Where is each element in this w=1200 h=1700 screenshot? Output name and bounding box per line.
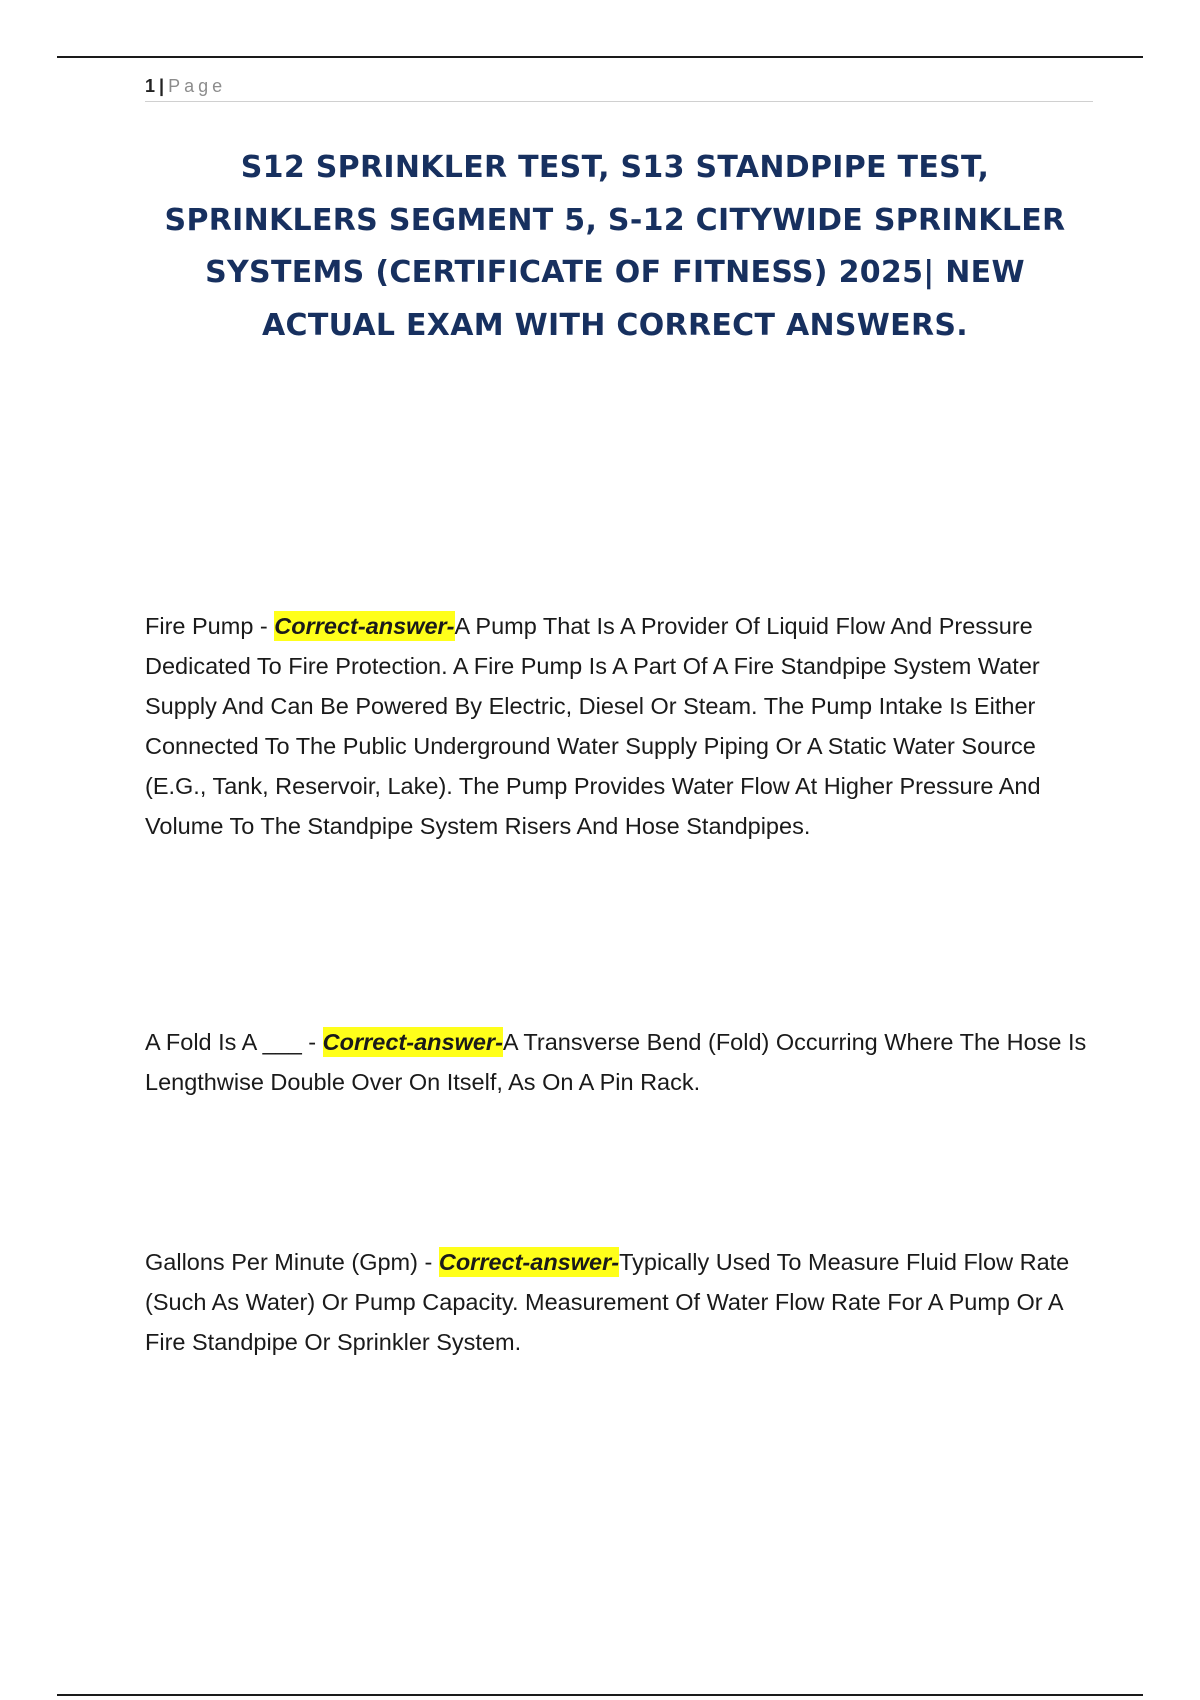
correct-answer-marker: Correct-answer-	[322, 1029, 503, 1055]
qa-question: Gallons Per Minute (Gpm) -	[145, 1249, 439, 1275]
page-number: 1	[145, 76, 156, 96]
qa-answer: Typically Used To Measure Fluid Flow Rate (Such As Water) Or Pump Capacity. Measurement Of Water Flow Rate For A Pump Or A Fire Standpipe Or Sprinkler System.	[145, 1249, 1070, 1355]
qa-answer: A Transverse Bend (Fold) Occurring Where The Hose Is Lengthwise Double Over On Itself, As On A Pin Rack.	[145, 1029, 1087, 1095]
document-title: S12 SPRINKLER TEST, S13 STANDPIPE TEST, SPRINKLERS SEGMENT 5, S-12 CITYWIDE SPRINKLER SYSTEMS (CERTIFICATE OF FITNESS) 2025| NEW ACTUAL EXAM WITH CORRECT ANSWERS.	[164, 150, 1066, 343]
qa-item-fold	[145, 1022, 1090, 1102]
page-header	[145, 73, 1093, 102]
page-label: Page	[168, 76, 227, 96]
correct-answer-marker: Correct-answer-	[274, 613, 455, 639]
page-separator: |	[159, 76, 165, 96]
qa-item-gpm	[145, 1242, 1090, 1362]
correct-answer-marker: Correct-answer-	[438, 1249, 620, 1275]
qa-item-fire-pump	[145, 606, 1090, 846]
qa-answer: A Pump That Is A Provider Of Liquid Flow And Pressure Dedicated To Fire Protection. A Fire Pump Is A Part Of A Fire Standpipe System Water Supply And Can Be Powered By Electric, Diesel Or Steam. The Pump Intake Is Either Connected To The Public Underground Water Supply Piping Or A Static Water Source (E.G., Tank, Reservoir, Lake). The Pump Provides Water Flow At Higher Pressure And Volume To The Standpipe System Risers And Hose Standpipes.	[145, 613, 1041, 839]
bottom-rule	[57, 1694, 1143, 1696]
qa-question: Fire Pump -	[145, 613, 275, 639]
top-rule	[57, 56, 1143, 58]
qa-question: A Fold Is A ___ -	[145, 1029, 323, 1055]
